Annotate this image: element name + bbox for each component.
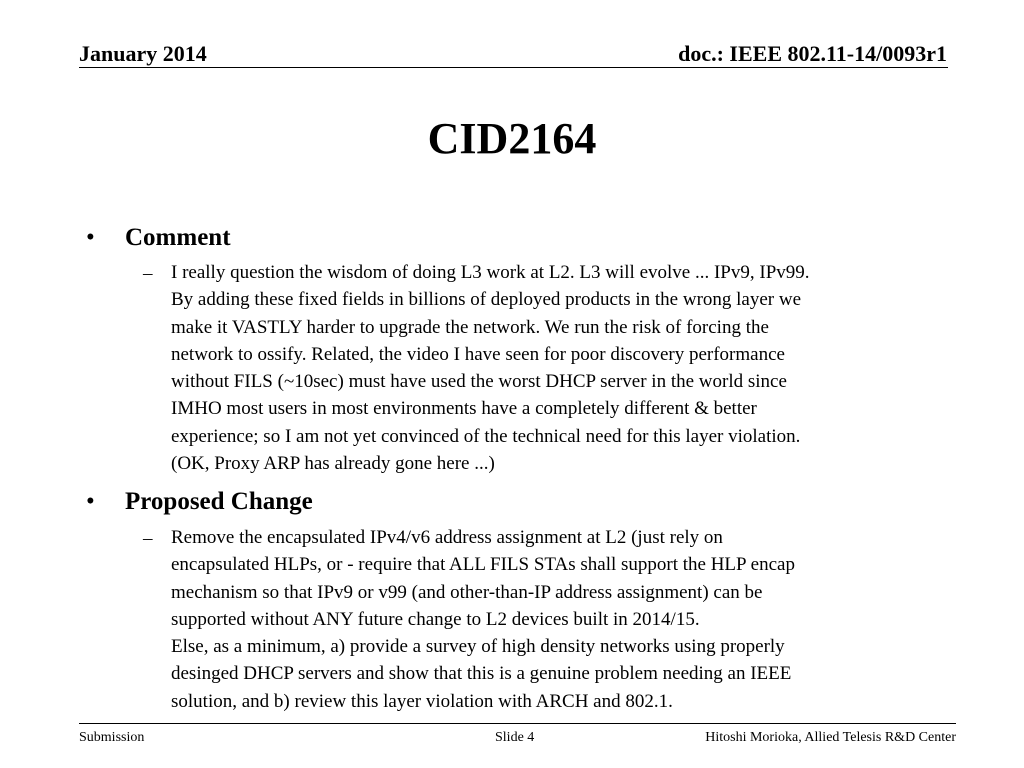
proposed-change-line: Remove the encapsulated IPv4/v6 address assignment at L2 (just rely on xyxy=(171,527,723,548)
dash-comment: – xyxy=(143,263,153,284)
proposed-change-line: mechanism so that IPv9 or v99 (and other-than-IP address assignment) can be xyxy=(171,581,763,603)
comment-text xyxy=(171,259,961,477)
comment-line: experience; so I am not yet convinced of the technical need for this layer violation. xyxy=(171,425,801,447)
comment-line: make it VASTLY harder to upgrade the network. We run the risk of forcing the xyxy=(171,316,769,338)
proposed-change-line: encapsulated HLPs, or - require that ALL FILS STAs shall support the HLP encap xyxy=(171,554,795,576)
footer-submission: Submission xyxy=(79,730,145,745)
comment-line: without FILS (~10sec) must have used the worst DHCP server in the world since xyxy=(171,371,787,393)
comment-line: (OK, Proxy ARP has already gone here ...) xyxy=(171,453,495,475)
proposed-change-line: supported without ANY future change to L2 devices built in 2014/15. xyxy=(171,608,700,630)
heading-comment: Comment xyxy=(125,224,231,251)
footer-slide-number: Slide 4 xyxy=(495,730,535,745)
comment-line: By adding these fixed fields in billions of deployed products in the wrong layer we xyxy=(171,289,802,311)
proposed-change-line: desinged DHCP servers and show that this is a genuine problem needing an IEEE xyxy=(171,663,792,685)
proposed-change-text xyxy=(171,524,961,715)
comment-line: I really question the wisdom of doing L3 work at L2. L3 will evolve ... IPv9, IPv99. xyxy=(171,262,810,283)
header-divider xyxy=(79,67,948,68)
proposed-change-line: solution, and b) review this layer violation with ARCH and 802.1. xyxy=(171,690,673,712)
bullet-proposed-change: • xyxy=(86,488,95,515)
header-date: January 2014 xyxy=(79,41,207,66)
footer-divider xyxy=(79,723,956,724)
heading-proposed-change: Proposed Change xyxy=(125,488,313,515)
header-doc-id: doc.: IEEE 802.11-14/0093r1 xyxy=(678,41,947,66)
footer-author: Hitoshi Morioka, Allied Telesis R&D Center xyxy=(705,730,956,745)
dash-proposed-change: – xyxy=(143,528,153,549)
comment-line: IMHO most users in most environments have a completely different & better xyxy=(171,398,757,420)
comment-line: network to ossify. Related, the video I have seen for poor discovery performance xyxy=(171,343,785,365)
slide-title: CID2164 xyxy=(427,114,597,163)
proposed-change-line: Else, as a minimum, a) provide a survey of high density networks using properly xyxy=(171,636,785,658)
bullet-comment: • xyxy=(86,224,95,251)
